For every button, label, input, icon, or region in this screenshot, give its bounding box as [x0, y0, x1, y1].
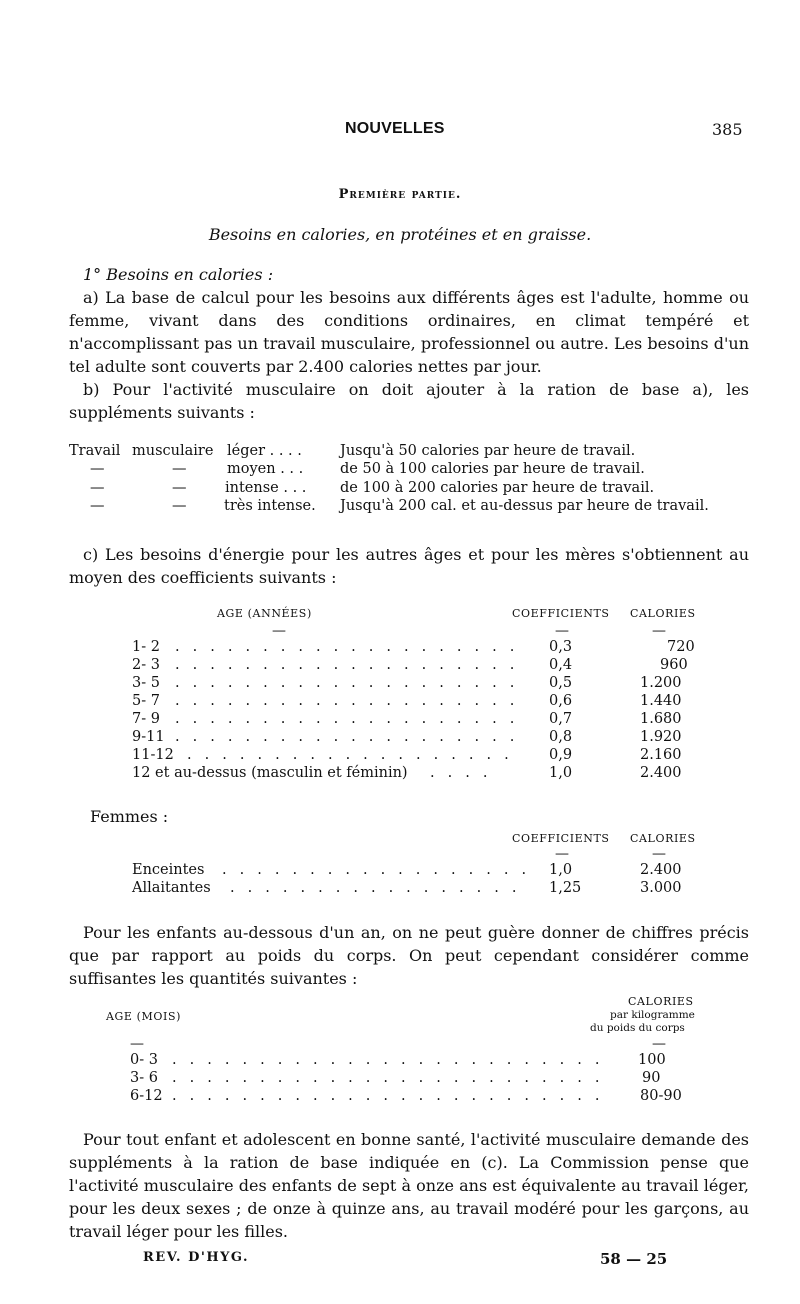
infant-age-cell: 6-12 — [130, 1088, 163, 1104]
work-col1: Travail — [69, 443, 121, 459]
leader-dots: . . . . . . . . . . . . . . . . . . . . — [175, 657, 519, 673]
paragraph-c: c) Les besoins d'énergie pour les autres âges et pour les mères s'obtiennent au moyen des coefficients suivants : — [69, 545, 749, 587]
work-col2: — — [172, 498, 187, 514]
work-col3: intense . . . — [225, 480, 307, 496]
cal-cell: 960 — [660, 657, 688, 673]
table-row — [0, 657, 800, 675]
age-col-header: AGE (ANNÉES) — [217, 607, 312, 620]
leader-dots: . . . . . . . . . . . . . . . . . — [230, 880, 521, 896]
women-row-label: Enceintes — [132, 862, 205, 878]
women-label: Femmes : — [90, 807, 169, 826]
leader-dots: . . . . . . . . . . . . . . . . . . . . . . . . . — [172, 1070, 604, 1086]
section-subtitle: Besoins en calories, en protéines et en graisse. — [208, 225, 592, 244]
coef-cell: 0,3 — [549, 639, 573, 655]
work-col1: — — [90, 461, 105, 477]
table-row — [0, 747, 800, 765]
footer-journal: REV. D'HYG. — [143, 1250, 250, 1265]
paragraph-b: b) Pour l'activité musculaire on doit ajouter à la ration de base a), les suppléments suivants : — [69, 380, 749, 422]
table-row — [0, 675, 800, 693]
dash: — — [652, 1036, 666, 1052]
cal-col-header: CALORIES — [630, 607, 696, 620]
dash: — — [555, 623, 569, 639]
dash: — — [555, 846, 569, 862]
coef-cell: 1,0 — [549, 765, 573, 781]
work-desc: Jusqu'à 50 calories par heure de travail. — [340, 443, 636, 459]
page-header-title: NOUVELLES — [345, 120, 445, 137]
leader-dots: . . . . — [430, 765, 492, 781]
page-number: 385 — [712, 120, 743, 139]
infant-age-cell: 3- 6 — [130, 1070, 158, 1086]
paragraph-a: a) La base de calcul pour les besoins aux différents âges est l'adulte, homme ou femme, vivant dans des conditions ordinaires, en climat tempéré et n'accomplissant pas un travail musculaire, professionnel ou autre. Les besoins d'un tel adulte sont couverts par 2.400 calories nettes par jour. — [69, 288, 749, 376]
table-row — [0, 639, 800, 657]
women-row-label: Allaitantes — [132, 880, 211, 896]
coef-cell: 0,8 — [549, 729, 573, 745]
age-cell: 2- 3 — [132, 657, 160, 673]
table-row — [0, 1088, 800, 1106]
final-paragraph-block — [69, 1128, 749, 1243]
footer-signature: 58 — 25 — [600, 1250, 668, 1268]
work-col2: — — [172, 480, 187, 496]
leader-dots: . . . . . . . . . . . . . . . . . . . . — [175, 693, 519, 709]
table-row — [0, 862, 800, 880]
coef-col-header: COEFFICIENTS — [512, 832, 610, 845]
dash: — — [272, 623, 286, 639]
work-col2: — — [172, 461, 187, 477]
work-row — [0, 443, 800, 461]
dash: — — [130, 1036, 144, 1052]
age-cell: 11-12 — [132, 747, 174, 763]
work-col1: — — [90, 480, 105, 496]
leader-dots: . . . . . . . . . . . . . . . . . . . — [187, 747, 513, 763]
leader-dots: . . . . . . . . . . . . . . . . . . — [222, 862, 531, 878]
calories-heading: 1° Besoins en calories : — [83, 265, 274, 284]
leader-dots: . . . . . . . . . . . . . . . . . . . . — [175, 711, 519, 727]
cal-cell: 3.000 — [640, 880, 682, 896]
coef-cell: 0,6 — [549, 693, 573, 709]
table-row — [0, 693, 800, 711]
leader-dots: . . . . . . . . . . . . . . . . . . . . . . . . . — [172, 1052, 604, 1068]
infant-cal-col-header: CALORIES — [628, 995, 694, 1008]
age-cell: 7- 9 — [132, 711, 160, 727]
infant-cal-cell: 80-90 — [640, 1088, 682, 1104]
cal-cell: 1.920 — [640, 729, 682, 745]
leader-dots: . . . . . . . . . . . . . . . . . . . . — [175, 639, 519, 655]
infant-age-cell: 0- 3 — [130, 1052, 158, 1068]
cal-col-header: CALORIES — [630, 832, 696, 845]
infants-paragraph-block — [69, 921, 749, 990]
table-row — [0, 1070, 800, 1088]
age-cell: 1- 2 — [132, 639, 160, 655]
cal-cell: 1.200 — [640, 675, 682, 691]
work-col3: moyen . . . — [227, 461, 304, 477]
work-col3: très intense. — [224, 498, 316, 514]
table-row — [0, 880, 800, 898]
cal-cell: 2.400 — [640, 862, 682, 878]
leader-dots: . . . . . . . . . . . . . . . . . . . . — [175, 675, 519, 691]
coef-cell: 0,9 — [549, 747, 573, 763]
cal-cell: 1.680 — [640, 711, 682, 727]
paragraph-final: Pour tout enfant et adolescent en bonne santé, l'activité musculaire demande des suppléments à la ration de base indiquée en (c). La Commission pense que l'activité musculaire des enfants de sept à onze ans est équivalente au travail léger, pour les deux sexes ; de onze à quinze ans, au travail modéré pour les garçons, au travail léger pour les filles. — [69, 1130, 749, 1241]
dash: — — [652, 623, 666, 639]
work-row — [0, 461, 800, 479]
infant-age-col-header: AGE (MOIS) — [106, 1010, 182, 1023]
table-row — [0, 711, 800, 729]
cal-cell: 720 — [667, 639, 695, 655]
table-row — [0, 1052, 800, 1070]
coef-cell: 1,25 — [549, 880, 582, 896]
infant-cal-cell: 100 — [638, 1052, 666, 1068]
infant-cal-cell: 90 — [642, 1070, 661, 1086]
age-cell: 12 et au-dessus (masculin et féminin) — [132, 765, 408, 781]
table-row — [0, 729, 800, 747]
coef-col-header: COEFFICIENTS — [512, 607, 610, 620]
work-col2: musculaire — [132, 443, 214, 459]
section-title: Première partie. — [338, 187, 462, 202]
infant-cal-sub2: du poids du corps — [590, 1022, 685, 1034]
work-col3: léger . . . . — [227, 443, 302, 459]
age-cell: 3- 5 — [132, 675, 160, 691]
coef-cell: 0,4 — [549, 657, 573, 673]
work-desc: Jusqu'à 200 cal. et au-dessus par heure de travail. — [340, 498, 709, 514]
dash: — — [652, 846, 666, 862]
cal-cell: 1.440 — [640, 693, 682, 709]
coef-cell: 1,0 — [549, 862, 573, 878]
coef-cell: 0,5 — [549, 675, 573, 691]
leader-dots: . . . . . . . . . . . . . . . . . . . . — [175, 729, 519, 745]
paragraph-c-block — [69, 543, 749, 589]
cal-cell: 2.400 — [640, 765, 682, 781]
work-row — [0, 498, 800, 516]
work-desc: de 50 à 100 calories par heure de travail. — [340, 461, 645, 477]
age-cell: 9-11 — [132, 729, 165, 745]
age-cell: 5- 7 — [132, 693, 160, 709]
work-row — [0, 480, 800, 498]
coef-cell: 0,7 — [549, 711, 573, 727]
intro-block — [69, 263, 749, 424]
table-row — [0, 765, 800, 783]
work-desc: de 100 à 200 calories par heure de travail. — [340, 480, 655, 496]
work-col1: — — [90, 498, 105, 514]
infant-cal-sub1: par kilogramme — [610, 1009, 695, 1021]
cal-cell: 2.160 — [640, 747, 682, 763]
leader-dots: . . . . . . . . . . . . . . . . . . . . . . . . . — [172, 1088, 604, 1104]
paragraph-infants: Pour les enfants au-dessous d'un an, on ne peut guère donner de chiffres précis que par rapport au poids du corps. On peut cependant considérer comme suffisantes les quantités suivantes : — [69, 923, 749, 988]
